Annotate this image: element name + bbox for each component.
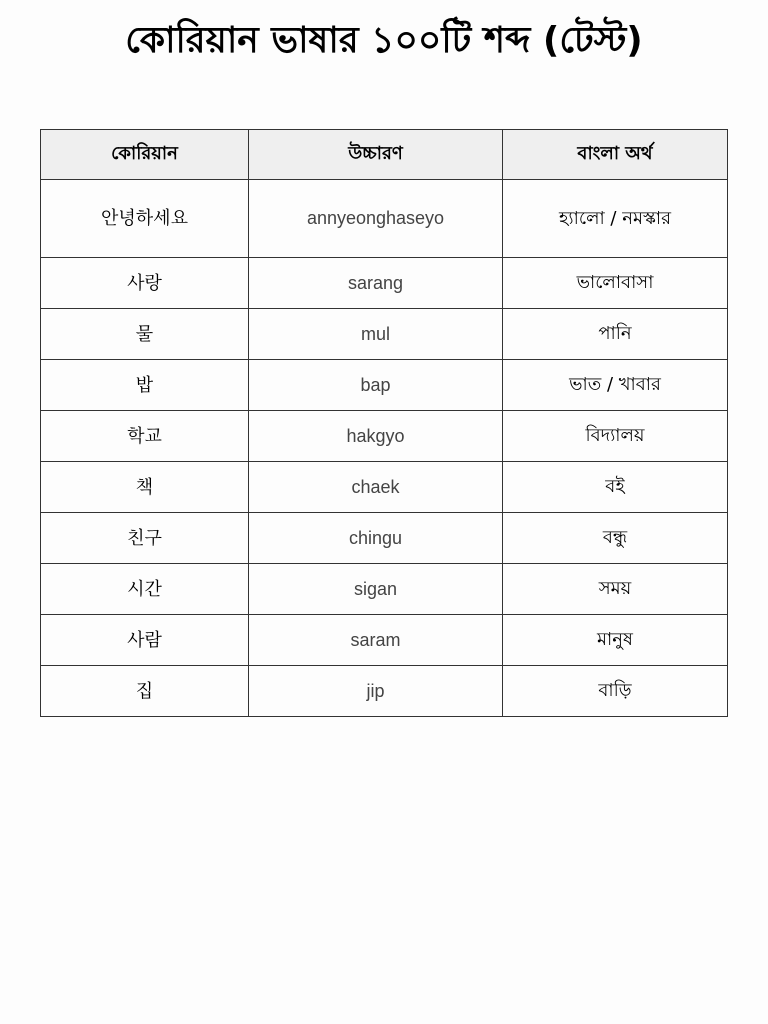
bangla-meaning: মানুষ xyxy=(503,615,728,666)
korean-word: 친구 xyxy=(41,513,249,564)
bangla-meaning: সময় xyxy=(503,564,728,615)
table-row xyxy=(41,360,728,411)
bangla-meaning: পানি xyxy=(503,309,728,360)
bangla-meaning: বন্ধু xyxy=(503,513,728,564)
pronunciation: hakgyo xyxy=(249,411,503,462)
korean-word: 안녕하세요 xyxy=(41,180,249,258)
pronunciation: sigan xyxy=(249,564,503,615)
korean-word: 집 xyxy=(41,666,249,717)
pronunciation: chingu xyxy=(249,513,503,564)
table-header-row xyxy=(41,130,728,180)
bangla-meaning: ভালোবাসা xyxy=(503,258,728,309)
bangla-meaning: বিদ্যালয় xyxy=(503,411,728,462)
korean-word: 밥 xyxy=(41,360,249,411)
table-row xyxy=(41,258,728,309)
korean-word: 사랑 xyxy=(41,258,249,309)
bangla-meaning: ভাত / খাবার xyxy=(503,360,728,411)
header-meaning: বাংলা অর্থ xyxy=(503,130,728,180)
bangla-meaning: বই xyxy=(503,462,728,513)
header-korean: কোরিয়ান xyxy=(41,130,249,180)
pronunciation: sarang xyxy=(249,258,503,309)
page-title: কোরিয়ান ভাষার ১০০টি শব্দ (টেস্ট) xyxy=(125,20,643,61)
table-row xyxy=(41,411,728,462)
table-row xyxy=(41,615,728,666)
vocabulary-table xyxy=(40,129,728,717)
korean-word: 책 xyxy=(41,462,249,513)
pronunciation: jip xyxy=(249,666,503,717)
korean-word: 물 xyxy=(41,309,249,360)
pronunciation: saram xyxy=(249,615,503,666)
pronunciation: annyeonghaseyo xyxy=(249,180,503,258)
header-pronunciation: উচ্চারণ xyxy=(249,130,503,180)
korean-word: 시간 xyxy=(41,564,249,615)
table-row xyxy=(41,180,728,258)
table-row xyxy=(41,666,728,717)
table-row xyxy=(41,309,728,360)
table-row xyxy=(41,462,728,513)
bangla-meaning: বাড়ি xyxy=(503,666,728,717)
table-row xyxy=(41,564,728,615)
pronunciation: bap xyxy=(249,360,503,411)
pronunciation: mul xyxy=(249,309,503,360)
korean-word: 학교 xyxy=(41,411,249,462)
pronunciation: chaek xyxy=(249,462,503,513)
table-row xyxy=(41,513,728,564)
korean-word: 사람 xyxy=(41,615,249,666)
bangla-meaning: হ্যালো / নমস্কার xyxy=(503,180,728,258)
